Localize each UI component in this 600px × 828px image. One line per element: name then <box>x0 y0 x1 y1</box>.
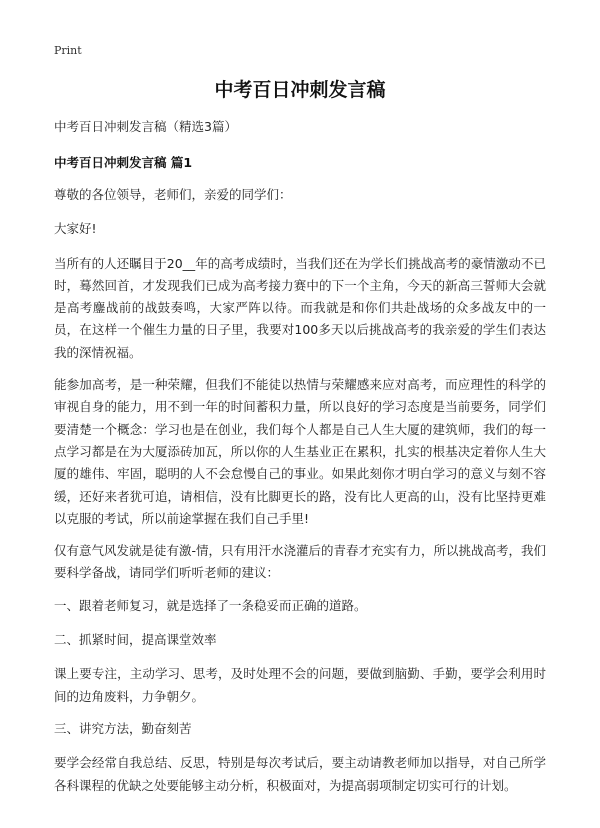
paragraph-body-5: 要学会经常自我总结、反思，特别是每次考试后，要主动请教老师加以指导，对自己所学各科课程的优缺之处要能够主动分析，积极面对，为提高弱项制定切实可行的计划。 <box>54 755 546 793</box>
paragraph-point-1: 一、跟着老师复习，就是选择了一条稳妥而正确的道路。 <box>54 597 367 613</box>
paragraph-body-3: 仅有意气风发就是徒有激-情，只有用汗水浇灌后的青春才充实有力，所以挑战高考，我们要科学备战，请同学们听听老师的建议： <box>54 543 547 581</box>
paragraph-body-2: 能参加高考，是一种荣耀，但我们不能徒以热情与荣耀感来应对高考，而应理性的科学的审视自身的能力，用不到一年的时间蓄积力量，所以良好的学习态度是当前要务，同学们要清楚一个概念：学习也是在创业，我们每个人都是自己人生大厦的建筑师，我们的每一点学习都是在为大厦添砖加瓦，所以你的人生基业正在累积，扎实的根基决定着你人生大厦的雄伟、牢固，聪明的人不会怠慢自己的事业。如果此刻你才明白学习的意义与刻不容缓，还好来者犹可追，请相信，没有比脚更长的路，没有比人更高的山，没有比坚持更难以克服的考试，所以前途掌握在我们自己手里! <box>54 377 546 526</box>
print-label[interactable]: Print <box>54 44 82 57</box>
paragraph-point-2: 二、抓紧时间，提高课堂效率 <box>54 632 217 648</box>
document-subtitle: 中考百日冲刺发言稿（精选3篇） <box>54 119 237 134</box>
paragraph-point-3: 三、讲究方法，勤奋刻苦 <box>54 720 192 736</box>
document-title: 中考百日冲刺发言稿 <box>214 79 386 101</box>
paragraph-greeting: 尊敬的各位领导，老师们，亲爱的同学们： <box>54 187 292 202</box>
paragraph-body-4: 课上要专注，主动学习、思考，及时处理不会的问题，要做到脑勤、手勤，要学会利用时间的边角废料，力争朝夕。 <box>54 666 546 704</box>
section-heading: 中考百日冲刺发言稿 篇1 <box>54 155 193 170</box>
paragraph-hello: 大家好! <box>54 221 97 237</box>
paragraph-body-1: 当所有的人还瞩目于20__年的高考成绩时，当我们还在为学长们挑战高考的豪情激动不已时，蓦然回首，才发现我们已成为高考接力赛中的下一个主角，今天的新高三誓师大会就是高考鏖战前的战鼓奏鸣，大家严阵以待。而我就是和你们共赴战场的众多战友中的一员，在这样一个催生力量的日子里，我要对100多天以后挑战高考的我亲爱的学生们表达我的深情祝福。 <box>54 255 546 360</box>
